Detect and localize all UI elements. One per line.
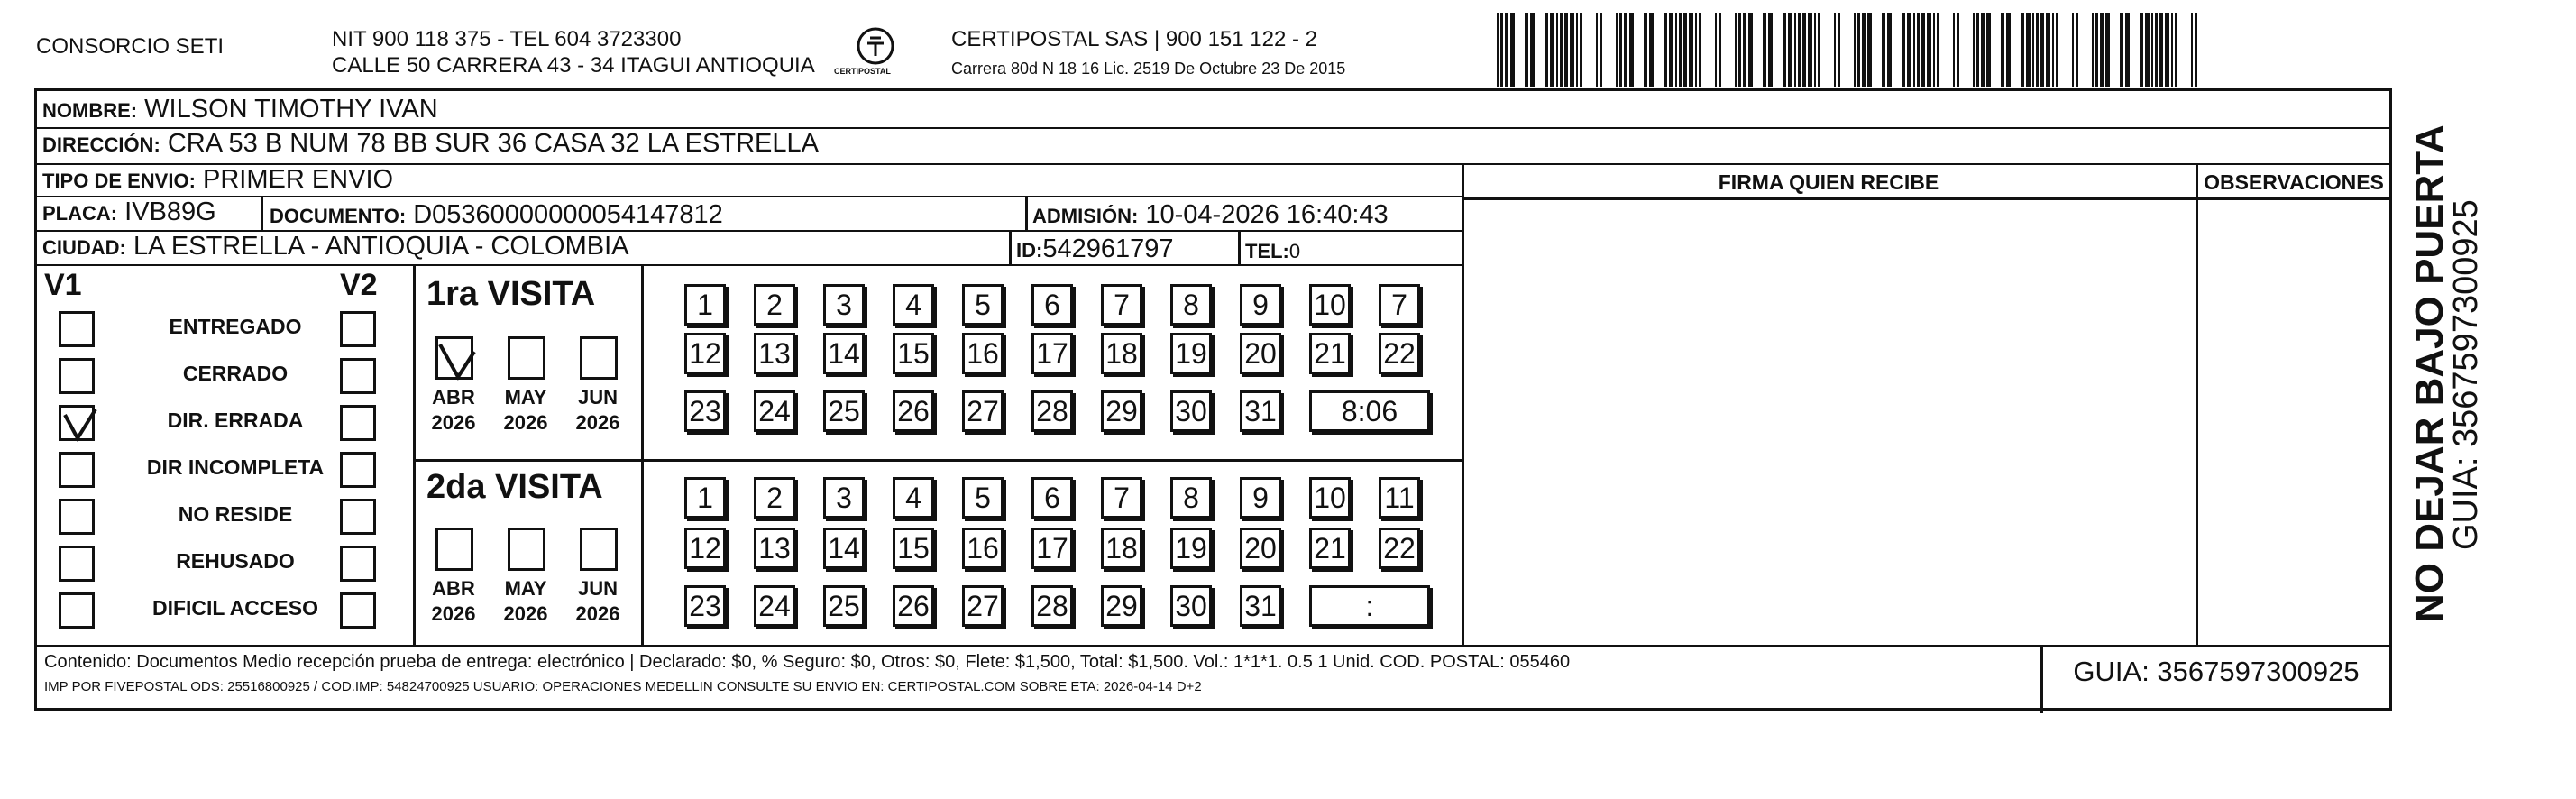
month-label bbox=[426, 576, 481, 627]
day-box[interactable]: 14 bbox=[823, 333, 865, 374]
reason-label: DIR INCOMPLETA bbox=[146, 455, 325, 479]
logo-text: CERTIPOSTAL bbox=[834, 67, 891, 76]
day-box[interactable]: 24 bbox=[754, 390, 795, 432]
direccion-value: CRA 53 B NUM 78 BB SUR 36 CASA 32 LA ESTRELLA bbox=[167, 129, 819, 158]
month-checkbox[interactable] bbox=[580, 336, 618, 380]
month-name: JUN bbox=[577, 386, 618, 409]
day-box[interactable]: 31 bbox=[1240, 390, 1281, 432]
day-box[interactable]: 17 bbox=[1031, 333, 1073, 374]
day-box[interactable]: 2 bbox=[754, 477, 795, 519]
month-year: 2026 bbox=[575, 602, 620, 625]
month-year: 2026 bbox=[503, 602, 548, 625]
v2-checkbox[interactable] bbox=[340, 311, 376, 347]
documento-value: D05360000000054147812 bbox=[413, 200, 723, 229]
month-name: ABR bbox=[432, 386, 475, 409]
month-name: MAY bbox=[504, 577, 547, 600]
day-box[interactable]: 26 bbox=[893, 390, 934, 432]
day-box[interactable]: 3 bbox=[823, 477, 865, 519]
ciudad-label: CIUDAD: bbox=[42, 236, 126, 259]
day-box[interactable]: 22 bbox=[1379, 333, 1420, 374]
month-label bbox=[499, 576, 553, 627]
id-value: 542961797 bbox=[1042, 234, 1174, 263]
month-year: 2026 bbox=[431, 602, 476, 625]
day-box[interactable]: 12 bbox=[684, 528, 726, 569]
first-visit-title: 1ra VISITA bbox=[426, 275, 596, 313]
v1-checkbox[interactable] bbox=[59, 405, 95, 441]
time-box[interactable]: 8:06 bbox=[1309, 390, 1430, 432]
v1-checkbox[interactable] bbox=[59, 546, 95, 582]
month-checkbox[interactable] bbox=[508, 528, 545, 571]
month-checkbox[interactable] bbox=[508, 336, 545, 380]
barcode bbox=[1497, 13, 2214, 87]
day-box[interactable]: 29 bbox=[1101, 585, 1142, 627]
reason-label: ENTREGADO bbox=[169, 315, 302, 338]
observaciones-header: OBSERVACIONES bbox=[2204, 170, 2384, 194]
day-box[interactable]: 13 bbox=[754, 333, 795, 374]
day-box[interactable]: 6 bbox=[1031, 477, 1073, 519]
tel-label: TEL: bbox=[1245, 240, 1289, 262]
day-box[interactable]: 25 bbox=[823, 390, 865, 432]
admision-label: ADMISIÓN: bbox=[1032, 205, 1139, 227]
day-box[interactable]: 31 bbox=[1240, 585, 1281, 627]
day-box[interactable]: 3 bbox=[823, 284, 865, 326]
month-checkbox[interactable] bbox=[435, 528, 473, 571]
day-box[interactable]: 9 bbox=[1240, 284, 1281, 326]
v1-checkbox[interactable] bbox=[59, 311, 95, 347]
day-box[interactable]: 15 bbox=[893, 528, 934, 569]
day-box[interactable]: 7 bbox=[1379, 284, 1420, 326]
footer-line1: Contenido: Documentos Medio recepción prueba de entrega: electrónico | Declarado: $0, % Seguro: $0, Otros: $0, Flete: $1,500, Total: $1,500. Vol.: 1*1*1. 0.5 1 Unid. COD. POSTAL: 055460 bbox=[44, 652, 1571, 672]
check-mark-icon bbox=[61, 408, 97, 444]
v2-checkbox[interactable] bbox=[340, 405, 376, 441]
day-box[interactable]: 10 bbox=[1309, 284, 1351, 326]
day-box[interactable]: 27 bbox=[962, 390, 1004, 432]
placa-value: IVB89G bbox=[124, 197, 216, 226]
certipostal-logo bbox=[855, 25, 896, 67]
day-box[interactable]: 24 bbox=[754, 585, 795, 627]
no-dejar-bajo-puerta: NO DEJAR BAJO PUERTA bbox=[2407, 124, 2452, 622]
company-name: CONSORCIO SETI bbox=[36, 34, 225, 59]
nombre-label: NOMBRE: bbox=[42, 99, 138, 122]
direccion-label: DIRECCIÓN: bbox=[42, 133, 160, 156]
row-tipo bbox=[37, 165, 1462, 197]
day-box[interactable]: 26 bbox=[893, 585, 934, 627]
day-box[interactable]: 16 bbox=[962, 528, 1004, 569]
v1-checkbox[interactable] bbox=[59, 592, 95, 629]
day-box[interactable]: 5 bbox=[962, 477, 1004, 519]
time-box[interactable]: : bbox=[1309, 585, 1430, 627]
day-box[interactable]: 28 bbox=[1031, 585, 1073, 627]
v2-checkbox[interactable] bbox=[340, 592, 376, 629]
v2-checkbox[interactable] bbox=[340, 499, 376, 535]
day-box[interactable]: 15 bbox=[893, 333, 934, 374]
v2-label: V2 bbox=[340, 268, 378, 302]
admision-value: 10-04-2026 16:40:43 bbox=[1145, 200, 1389, 229]
second-visit-title: 2da VISITA bbox=[426, 468, 603, 506]
month-name: JUN bbox=[577, 577, 618, 600]
v2-checkbox[interactable] bbox=[340, 546, 376, 582]
day-box[interactable]: 1 bbox=[684, 284, 726, 326]
month-name: MAY bbox=[504, 386, 547, 409]
day-box[interactable]: 12 bbox=[684, 333, 726, 374]
footer-line2: IMP POR FIVEPOSTAL ODS: 25516800925 / COD.IMP: 54824700925 USUARIO: OPERACIONES MEDELLIN CONSULTE SU ENVIO EN: CERTIPOSTAL.COM SOBRE ETA: 2026-04-14 D+2 bbox=[44, 679, 1202, 694]
v1-checkbox[interactable] bbox=[59, 452, 95, 488]
day-box[interactable]: 25 bbox=[823, 585, 865, 627]
day-box[interactable]: 14 bbox=[823, 528, 865, 569]
day-box[interactable]: 16 bbox=[962, 333, 1004, 374]
reason-label: REHUSADO bbox=[176, 549, 295, 573]
footer-guia: GUIA: 3567597300925 bbox=[2073, 656, 2360, 687]
day-box[interactable]: 19 bbox=[1170, 528, 1212, 569]
month-year: 2026 bbox=[431, 411, 476, 434]
day-box[interactable]: 23 bbox=[684, 585, 726, 627]
v2-checkbox[interactable] bbox=[340, 358, 376, 394]
month-checkbox[interactable] bbox=[435, 336, 473, 380]
day-box[interactable]: 30 bbox=[1170, 390, 1212, 432]
day-box[interactable]: 1 bbox=[684, 477, 726, 519]
reason-label: DIFICIL ACCESO bbox=[151, 596, 318, 620]
month-label bbox=[499, 385, 553, 436]
day-box[interactable]: 17 bbox=[1031, 528, 1073, 569]
row-nombre bbox=[37, 95, 2389, 129]
month-checkbox[interactable] bbox=[580, 528, 618, 571]
documento-label: DOCUMENTO: bbox=[270, 205, 407, 227]
reason-label: CERRADO bbox=[182, 362, 289, 385]
nombre-value: WILSON TIMOTHY IVAN bbox=[144, 95, 438, 124]
day-box[interactable]: 19 bbox=[1170, 333, 1212, 374]
day-box[interactable]: 22 bbox=[1379, 528, 1420, 569]
day-box[interactable]: 21 bbox=[1309, 528, 1351, 569]
check-mark-icon bbox=[438, 339, 476, 382]
day-box[interactable]: 9 bbox=[1240, 477, 1281, 519]
month-label bbox=[571, 576, 625, 627]
month-name: ABR bbox=[432, 577, 475, 600]
courier-line2: Carrera 80d N 18 16 Lic. 2519 De Octubre 23 De 2015 bbox=[951, 60, 1346, 78]
day-box[interactable]: 2 bbox=[754, 284, 795, 326]
address-line: CALLE 50 CARRERA 43 - 34 ITAGUI ANTIOQUIA bbox=[332, 53, 815, 78]
day-box[interactable]: 7 bbox=[1101, 477, 1142, 519]
v1-checkbox[interactable] bbox=[59, 358, 95, 394]
day-box[interactable]: 8 bbox=[1170, 284, 1212, 326]
day-box[interactable]: 30 bbox=[1170, 585, 1212, 627]
month-label bbox=[571, 385, 625, 436]
side-guia: GUIA: 3567597300925 bbox=[2447, 199, 2485, 550]
firma-header: FIRMA QUIEN RECIBE bbox=[1718, 170, 1939, 194]
day-box[interactable]: 4 bbox=[893, 477, 934, 519]
day-box[interactable]: 11 bbox=[1379, 477, 1420, 519]
day-box[interactable]: 29 bbox=[1101, 390, 1142, 432]
day-box[interactable]: 28 bbox=[1031, 390, 1073, 432]
day-box[interactable]: 6 bbox=[1031, 284, 1073, 326]
courier-line1: CERTIPOSTAL SAS | 900 151 122 - 2 bbox=[951, 27, 1317, 51]
day-box[interactable]: 20 bbox=[1240, 528, 1281, 569]
delivery-form bbox=[34, 88, 2392, 711]
v1-label: V1 bbox=[44, 268, 82, 302]
day-box[interactable]: 13 bbox=[754, 528, 795, 569]
day-box[interactable]: 10 bbox=[1309, 477, 1351, 519]
day-box[interactable]: 21 bbox=[1309, 333, 1351, 374]
month-year: 2026 bbox=[503, 411, 548, 434]
v1-checkbox[interactable] bbox=[59, 499, 95, 535]
tel-value: 0 bbox=[1288, 240, 1301, 262]
day-box[interactable]: 8 bbox=[1170, 477, 1212, 519]
tipo-value: PRIMER ENVIO bbox=[202, 165, 394, 194]
day-box[interactable]: 4 bbox=[893, 284, 934, 326]
nit-line: NIT 900 118 375 - TEL 604 3723300 bbox=[332, 27, 682, 51]
day-box[interactable]: 18 bbox=[1101, 333, 1142, 374]
day-box[interactable]: 27 bbox=[962, 585, 1004, 627]
id-label: ID: bbox=[1016, 239, 1043, 262]
day-box[interactable]: 23 bbox=[684, 390, 726, 432]
ciudad-value: LA ESTRELLA - ANTIOQUIA - COLOMBIA bbox=[133, 232, 629, 261]
v2-checkbox[interactable] bbox=[340, 452, 376, 488]
row-direccion bbox=[37, 129, 2389, 165]
reason-label: DIR. ERRADA bbox=[167, 409, 304, 432]
placa-label: PLACA: bbox=[42, 202, 118, 225]
day-box[interactable]: 5 bbox=[962, 284, 1004, 326]
month-label bbox=[426, 385, 481, 436]
month-year: 2026 bbox=[575, 411, 620, 434]
tipo-label: TIPO DE ENVIO: bbox=[42, 170, 196, 192]
reason-label: NO RESIDE bbox=[178, 502, 293, 526]
day-box[interactable]: 20 bbox=[1240, 333, 1281, 374]
day-box[interactable]: 18 bbox=[1101, 528, 1142, 569]
day-box[interactable]: 7 bbox=[1101, 284, 1142, 326]
